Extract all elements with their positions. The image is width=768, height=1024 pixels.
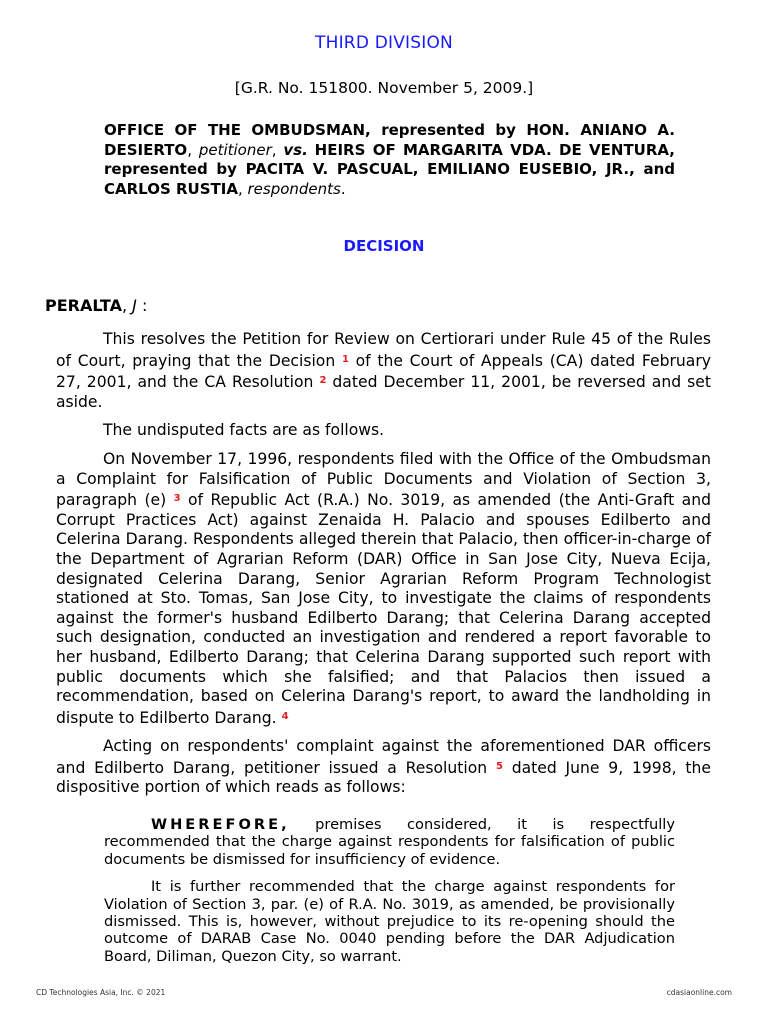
- paragraph-text: Acting on respondents' complaint against the aforementioned DAR officers and Edilberto Darang, petitioner issued a Resolution: [56, 737, 711, 777]
- division-heading: THIRD DIVISION: [315, 33, 453, 53]
- footer-site: cdasiaonline.com: [666, 988, 732, 997]
- paragraph-text: This resolves the Petition for Review on Certiorari under Rule 45 of the Rules of Court, praying that the Decision: [56, 330, 711, 370]
- respondent-name: HEIRS OF MARGARITA VDA. DE VENTURA, represented by PACITA V. PASCUAL, EMILIANO EUSEBIO, JR., and CARLOS RUSTIA: [104, 140, 675, 198]
- block-quote: [104, 816, 675, 975]
- quote-paragraph-2: It is further recommended that the charge against respondents for Violation of Section 3, par. (e) of R.A. No. 3019, as amended, be provisionally dismissed. This is, however, without prejudice to its re-opening should the outcome of DARAB Case No. 0040 pending before the DAR Adjudication Board, Diliman, Quezon City, so warrant.: [104, 878, 675, 965]
- paragraph-4: [56, 737, 711, 798]
- case-caption: OFFICE OF THE OMBUDSMAN, represented by HON. ANIANO A. DESIERTO, petitioner, vs. HEIRS OF MARGARITA VDA. DE VENTURA, represented by PACITA V. PASCUAL, EMILIANO EUSEBIO, JR., and CARLOS RUSTIA, respondents.: [104, 121, 675, 198]
- ponente-name: PERALTA: [45, 296, 122, 315]
- footnote-ref-2[interactable]: 2: [319, 375, 327, 387]
- footnote-ref-5[interactable]: 5: [495, 760, 503, 772]
- footnote-ref-4[interactable]: 4: [281, 710, 289, 722]
- paragraph-text: On November 17, 1996, respondents filed with the Office of the Ombudsman a Complaint for Falsification of Public Documents and Violation of Section 3, paragraph (e): [56, 449, 711, 510]
- paragraph-text: of Republic Act (R.A.) No. 3019, as amended (the Anti-Graft and Corrupt Practices Act) against Zenaida H. Palacio and spouses Edilberto and Celerina Darang. Respondents alleged therein that Palacio, then officer-in-charge of the Department of Agrarian Reform (DAR) Office in San Jose City, Nueva Ecija, designated Celerina Darang, Senior Agrarian Reform Program Technologist stationed at Sto. Tomas, San Jose City, to investigate the claims of respondents against the former's husband Edilberto Darang; that Celerina Darang accepted such designation, conducted an investigation and rendered a report favorable to her husband, Edilberto Darang; that Celerina Darang supported such report with public documents which she falsified; and that Palacios then issued a recommendation, based on Celerina Darang's report, to award the landholding in dispute to Edilberto Darang.: [56, 491, 711, 727]
- decision-title: DECISION: [343, 237, 425, 255]
- respondent-role: respondents: [247, 179, 341, 198]
- ponente: PERALTA, J :: [45, 296, 148, 315]
- page-footer: [36, 988, 732, 997]
- footnote-ref-3[interactable]: 3: [173, 493, 181, 505]
- petitioner-role: petitioner: [198, 140, 272, 159]
- paragraph-3: [56, 450, 711, 728]
- paragraph-1: [56, 330, 711, 412]
- decision-body: [56, 330, 711, 807]
- case-number: [G.R. No. 151800. November 5, 2009.]: [234, 79, 534, 97]
- footnote-ref-1[interactable]: 1: [341, 353, 349, 365]
- paragraph-text: dated December 11, 2001, be reversed and set aside.: [56, 373, 711, 411]
- petitioner-name: OFFICE OF THE OMBUDSMAN, represented by HON. ANIANO A. DESIERTO: [104, 121, 675, 159]
- versus-label: vs.: [283, 140, 308, 159]
- paragraph-2: The undisputed facts are as follows.: [103, 421, 385, 440]
- paragraph-text: of the Court of Appeals (CA) dated February 27, 2001, and the CA Resolution: [56, 351, 711, 392]
- wherefore-label: WHEREFORE,: [151, 816, 290, 833]
- paragraph-text: dated June 9, 1998, the dispositive portion of which reads as follows:: [56, 758, 711, 797]
- quote-paragraph-1: [104, 816, 675, 868]
- ponente-title: J: [132, 296, 137, 315]
- footer-copyright: CD Technologies Asia, Inc. © 2021: [36, 988, 166, 997]
- quote-text: premises considered, it is respectfully recommended that the charge against respondents for falsification of public documents be dismissed for insufficiency of evidence.: [104, 816, 675, 868]
